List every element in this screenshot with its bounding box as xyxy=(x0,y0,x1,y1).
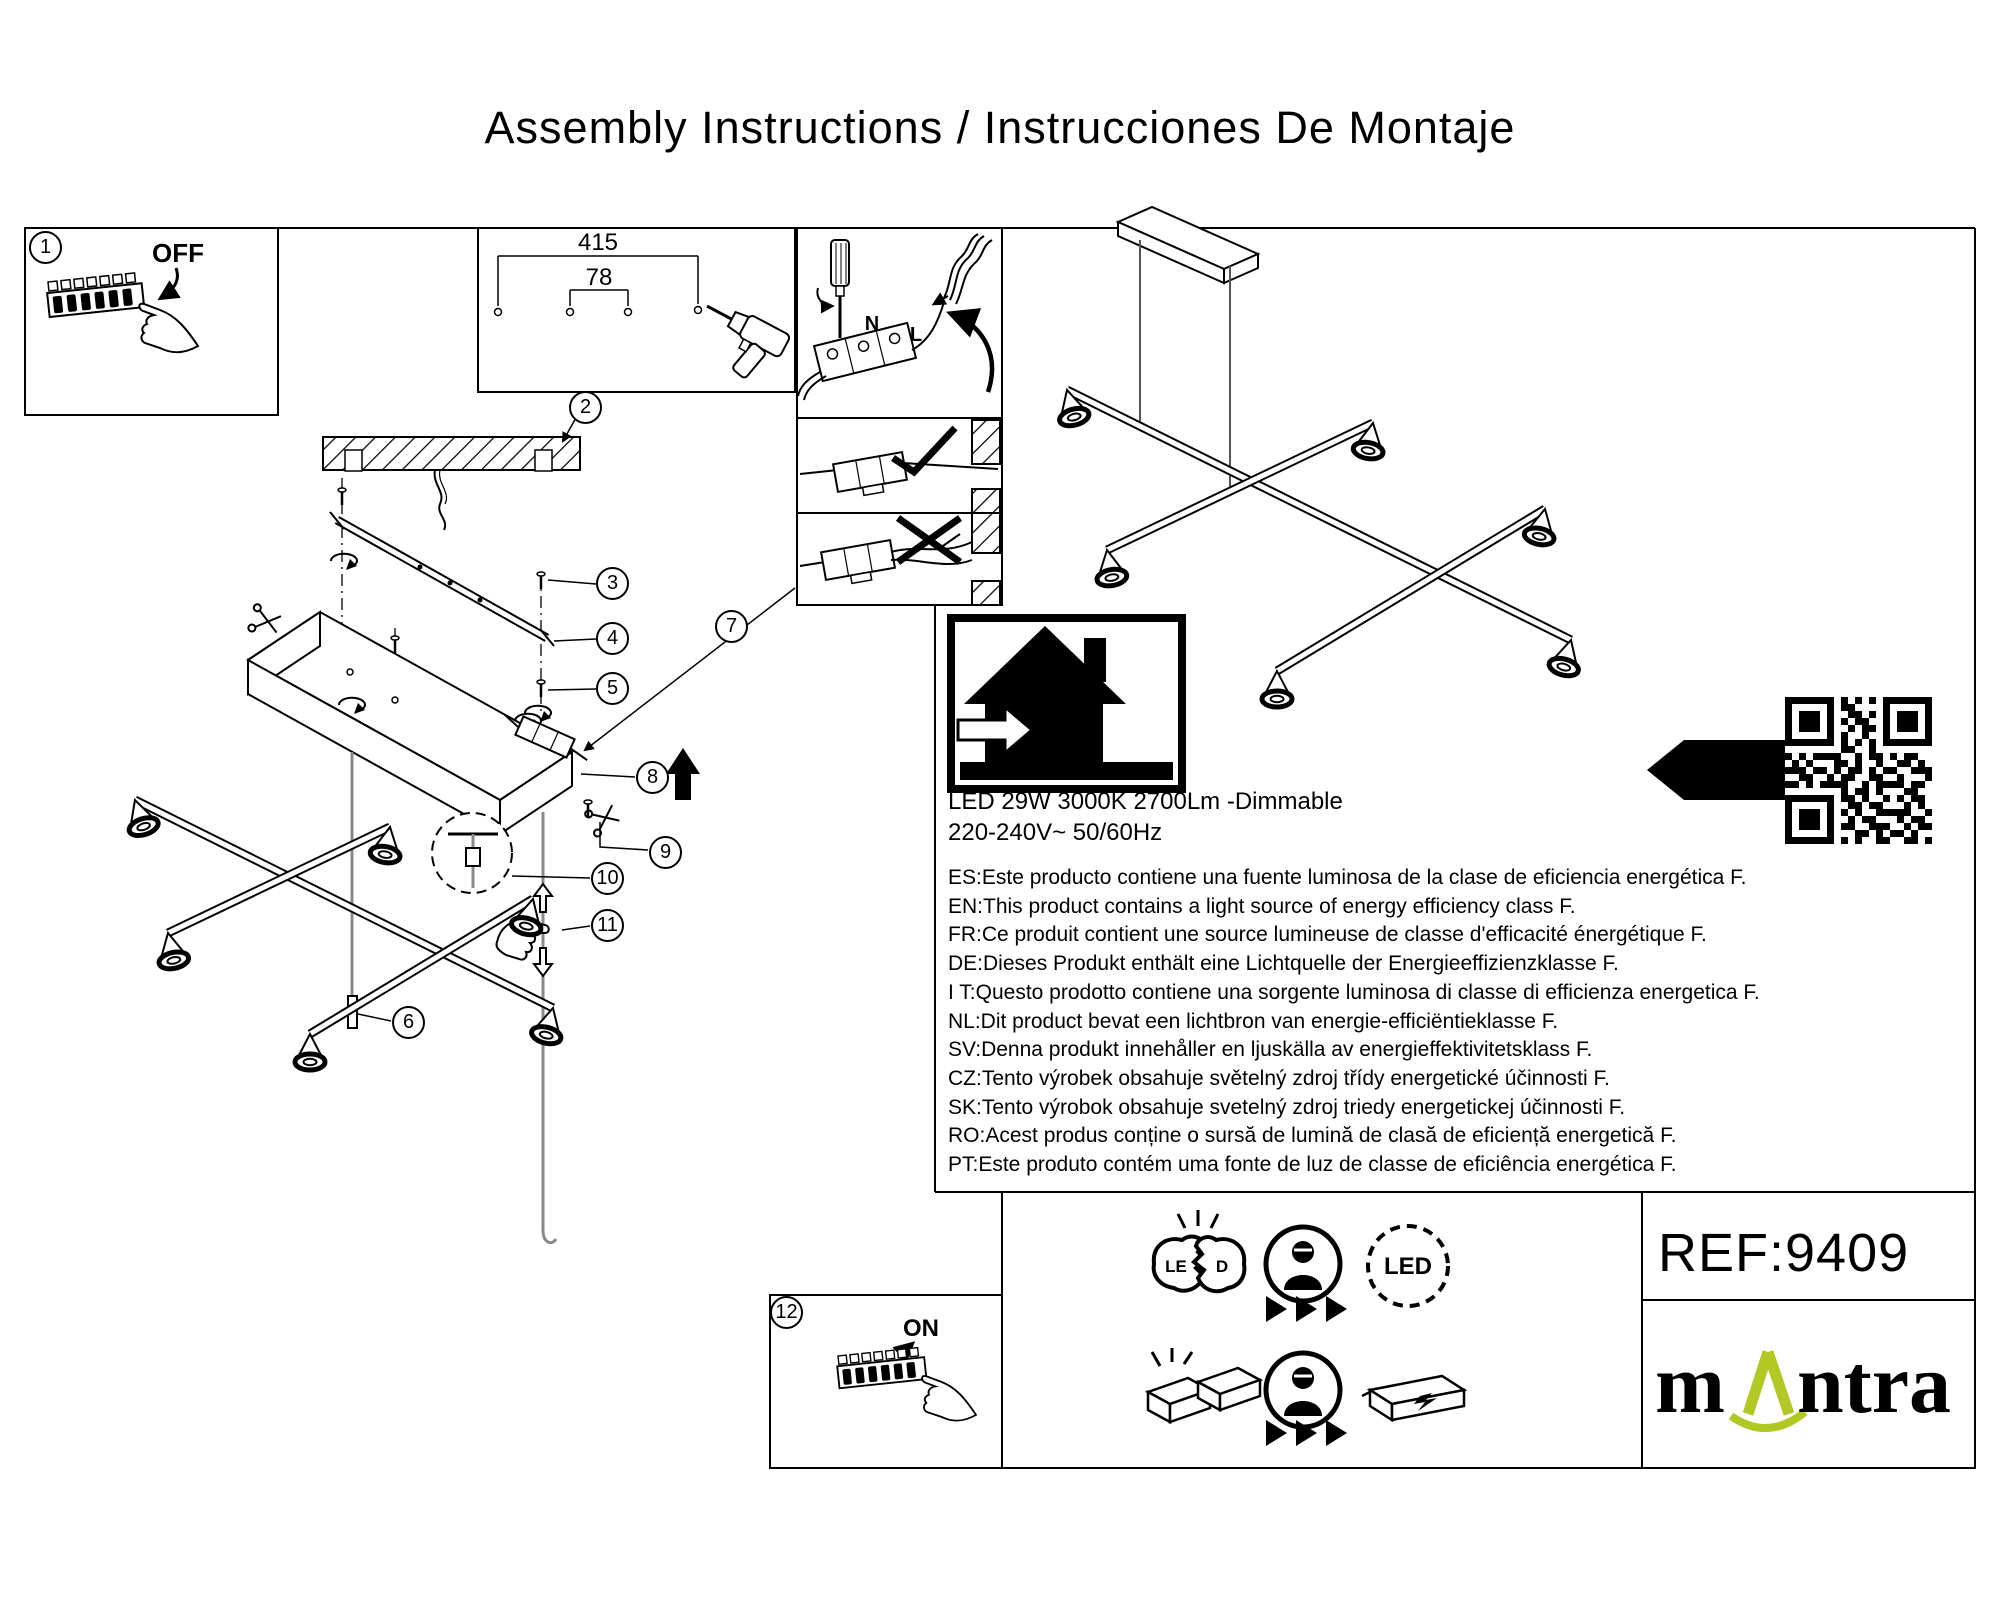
brand-smile-icon xyxy=(1731,1412,1805,1428)
step-12-badge: 12 xyxy=(770,1296,803,1329)
energy-language-list xyxy=(948,864,1760,1180)
ceiling-notch xyxy=(535,450,552,471)
push-up-arrow-icon xyxy=(666,748,700,800)
callout-2: 2 xyxy=(569,391,602,424)
callout-3: 3 xyxy=(596,567,629,600)
lang-line-fr: FR:Ce produit contient une source lumineuse de classe d'efficacité énergétique F. xyxy=(948,923,1707,947)
callout-11: 11 xyxy=(591,909,624,942)
wiring-inset-wrong xyxy=(800,513,1000,605)
broken-led-icon xyxy=(1154,1210,1245,1291)
drill-hole xyxy=(625,309,632,316)
led-driver-icon xyxy=(1362,1376,1464,1420)
outer-dimension: 415 xyxy=(577,229,619,256)
callout-4: 4 xyxy=(596,622,629,655)
page-title: Assembly Instructions / Instrucciones De Montaje xyxy=(484,102,1516,153)
wiring-inset-correct xyxy=(800,420,1000,513)
callout-8: 8 xyxy=(636,761,669,794)
callout-5: 5 xyxy=(596,672,629,705)
adjust-up-arrow-icon xyxy=(534,884,552,912)
drill-hole xyxy=(495,309,502,316)
indoor-use-icon xyxy=(951,618,1182,789)
inset-leader xyxy=(585,588,795,750)
reference-number: REF:9409 xyxy=(1658,1223,1910,1283)
step1-panel xyxy=(46,238,204,352)
led-burst-label: LED xyxy=(1384,1253,1432,1280)
lang-line-sv: SV:Denna produkt innehåller en ljuskälla av energieffektivitetsklass F. xyxy=(948,1038,1593,1062)
cable-lock xyxy=(466,848,480,866)
drilling-template xyxy=(495,229,791,389)
lang-line-pt: PT:Este produto contém uma fonte de luz de classe de eficiência energética F. xyxy=(948,1153,1677,1177)
on-label: ON xyxy=(903,1315,939,1342)
callout-9: 9 xyxy=(649,836,682,869)
ceiling-notch xyxy=(345,450,362,471)
inner-dimension: 78 xyxy=(585,264,613,291)
callout-10: 10 xyxy=(591,862,624,895)
led-module-icon xyxy=(1148,1348,1260,1422)
broken-led-left-label: LE xyxy=(1165,1257,1187,1276)
energy-class-letter: F xyxy=(1712,747,1740,796)
qr-code xyxy=(1785,697,1932,844)
step12-panel xyxy=(836,1315,976,1421)
rotate-connector-arrow xyxy=(952,314,992,392)
lang-line-de: DE:Dieses Produkt enthält eine Lichtquelle der Energieeffizienzklasse F. xyxy=(948,952,1619,976)
brand-caret-icon xyxy=(1731,1352,1805,1428)
power-spec: LED 29W 3000K 2700Lm -Dimmable xyxy=(948,788,1343,815)
off-label: OFF xyxy=(152,238,204,268)
lang-line-sk: SK:Tento výrobok obsahuje svetelný zdroj triedy energetickej účinnosti F. xyxy=(948,1095,1626,1119)
callout-7: 7 xyxy=(715,610,748,643)
live-label: L xyxy=(909,324,923,346)
voltage-spec: 220-240V~ 50/60Hz xyxy=(948,819,1163,846)
step-1-badge: 1 xyxy=(29,231,62,264)
neutral-label: N xyxy=(864,313,880,335)
lang-line-en: EN:This product contains a light source of energy efficiency class F. xyxy=(948,894,1576,918)
switch-down-arrow-icon xyxy=(161,268,177,298)
drill-hole xyxy=(695,307,702,314)
lang-line-it: I T:Questo prodotto contiene una sorgente luminosa di classe di efficienza energetica F. xyxy=(948,980,1760,1004)
broken-led-right-label: D xyxy=(1215,1257,1229,1276)
lang-line-es: ES:Este producto contiene una fuente luminosa de la clase de eficiencia energética F. xyxy=(948,866,1747,889)
ceiling xyxy=(323,416,580,530)
drill-hole xyxy=(567,309,574,316)
lang-line-cz: CZ:Tento výrobek obsahuje světelný zdroj třídy energetické účinnosti F. xyxy=(948,1066,1610,1090)
brand-logo-rest: ntra xyxy=(1797,1338,1951,1431)
lang-line-nl: NL:Dit product bevat een lichtbron van energie-efficiëntieklasse F. xyxy=(948,1009,1559,1033)
callout-6: 6 xyxy=(392,1006,425,1039)
lang-line-ro: RO:Acest produs conține o sursă de lumină de clasă de eficiență energetică F. xyxy=(948,1124,1677,1148)
brand-logo-m: m xyxy=(1655,1338,1725,1431)
product-specs xyxy=(948,786,1760,1180)
led-light-icon xyxy=(1368,1226,1448,1306)
wiring-inset-connect xyxy=(798,234,992,400)
adjust-down-arrow-icon xyxy=(534,948,552,976)
